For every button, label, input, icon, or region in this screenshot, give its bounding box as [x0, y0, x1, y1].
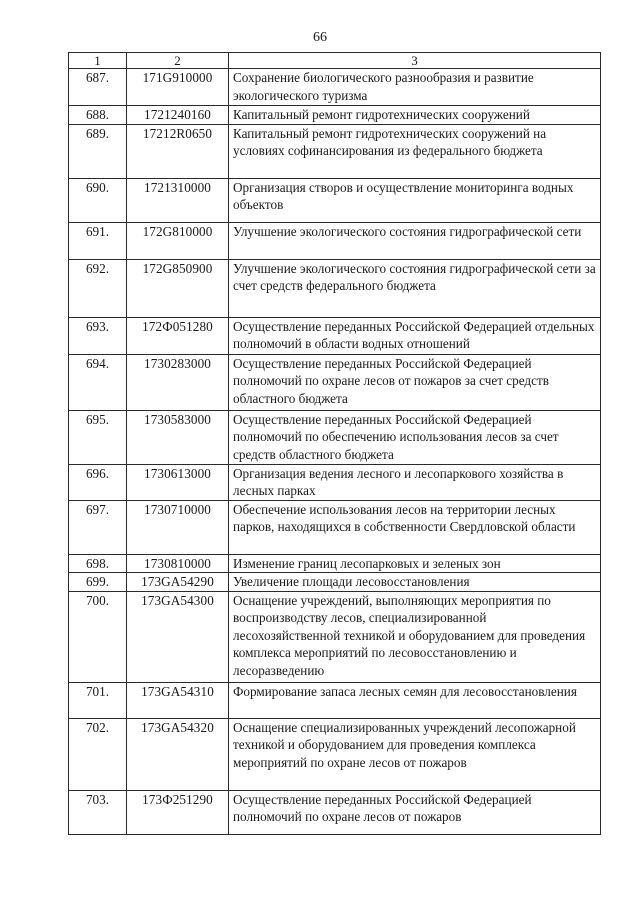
row-description: Капитальный ремонт гидротехнических сооружений на условиях софинансирования из федерального бюджета [229, 124, 601, 178]
row-code: 173GA54320 [127, 718, 229, 790]
table-row [69, 464, 601, 500]
row-description: Улучшение экологического состояния гидрографической сети за счет средств федерального бюджета [229, 259, 601, 317]
row-code: 1730810000 [127, 554, 229, 573]
table-header-row [69, 53, 601, 69]
column-header-3: 3 [229, 53, 601, 69]
row-code: 173Ф251290 [127, 790, 229, 834]
table-row [69, 354, 601, 410]
row-code: 1730583000 [127, 410, 229, 464]
row-description: Организация ведения лесного и лесопаркового хозяйства в лесных парках [229, 464, 601, 500]
row-number: 691. [69, 222, 127, 259]
row-number: 703. [69, 790, 127, 834]
row-number: 697. [69, 500, 127, 554]
table-row [69, 500, 601, 554]
table-row [69, 124, 601, 178]
row-code: 172G850900 [127, 259, 229, 317]
row-number: 700. [69, 591, 127, 682]
table-row [69, 410, 601, 464]
row-number: 696. [69, 464, 127, 500]
table-row [69, 69, 601, 106]
table-row [69, 682, 601, 718]
budget-code-table [68, 52, 601, 835]
table-row [69, 106, 601, 125]
row-description: Улучшение экологического состояния гидрографической сети [229, 222, 601, 259]
row-code: 172G810000 [127, 222, 229, 259]
table-row [69, 591, 601, 682]
row-number: 698. [69, 554, 127, 573]
row-number: 688. [69, 106, 127, 125]
row-number: 694. [69, 354, 127, 410]
table-row [69, 178, 601, 222]
row-number: 687. [69, 69, 127, 106]
row-description: Сохранение биологического разнообразия и развитие экологического туризма [229, 69, 601, 106]
row-code: 1730283000 [127, 354, 229, 410]
table-row [69, 554, 601, 573]
row-code: 173GA54310 [127, 682, 229, 718]
row-number: 689. [69, 124, 127, 178]
row-description: Оснащение специализированных учреждений лесопожарной техникой и оборудованием для проведения комплекса мероприятий по охране лесов от пожаров [229, 718, 601, 790]
row-description: Капитальный ремонт гидротехнических сооружений [229, 106, 601, 125]
row-number: 695. [69, 410, 127, 464]
row-number: 693. [69, 317, 127, 354]
row-number: 699. [69, 573, 127, 592]
row-description: Обеспечение использования лесов на территории лесных парков, находящихся в собственности Свердловской области [229, 500, 601, 554]
row-number: 692. [69, 259, 127, 317]
row-code: 173GA54290 [127, 573, 229, 592]
row-description: Осуществление переданных Российской Федерацией полномочий по обеспечению использования лесов за счет средств областного бюджета [229, 410, 601, 464]
row-description: Увеличение площади лесовосстановления [229, 573, 601, 592]
row-number: 690. [69, 178, 127, 222]
row-number: 702. [69, 718, 127, 790]
row-number: 701. [69, 682, 127, 718]
row-description: Осуществление переданных Российской Федерацией полномочий по охране лесов от пожаров [229, 790, 601, 834]
column-header-1: 1 [69, 53, 127, 69]
table-row [69, 718, 601, 790]
column-header-2: 2 [127, 53, 229, 69]
row-description: Формирование запаса лесных семян для лесовосстановления [229, 682, 601, 718]
table-row [69, 259, 601, 317]
row-code: 1721310000 [127, 178, 229, 222]
row-code: 17212R0650 [127, 124, 229, 178]
row-description: Изменение границ лесопарковых и зеленых зон [229, 554, 601, 573]
row-description: Осуществление переданных Российской Федерацией полномочий по охране лесов от пожаров за счет средств областного бюджета [229, 354, 601, 410]
row-code: 171G910000 [127, 69, 229, 106]
table-row [69, 317, 601, 354]
row-description: Осуществление переданных Российской Федерацией отдельных полномочий в области водных отношений [229, 317, 601, 354]
row-code: 172Ф051280 [127, 317, 229, 354]
row-code: 1730710000 [127, 500, 229, 554]
row-description: Оснащение учреждений, выполняющих мероприятия по воспроизводству лесов, специализированной лесохозяйственной техникой и оборудованием для проведения комплекса мероприятий по лесовосстановлению и лесоразведению [229, 591, 601, 682]
row-code: 1730613000 [127, 464, 229, 500]
table-row [69, 790, 601, 834]
row-code: 173GA54300 [127, 591, 229, 682]
page-number: 66 [313, 30, 327, 45]
row-description: Организация створов и осуществление мониторинга водных объектов [229, 178, 601, 222]
table-row [69, 222, 601, 259]
table-row [69, 573, 601, 592]
row-code: 1721240160 [127, 106, 229, 125]
